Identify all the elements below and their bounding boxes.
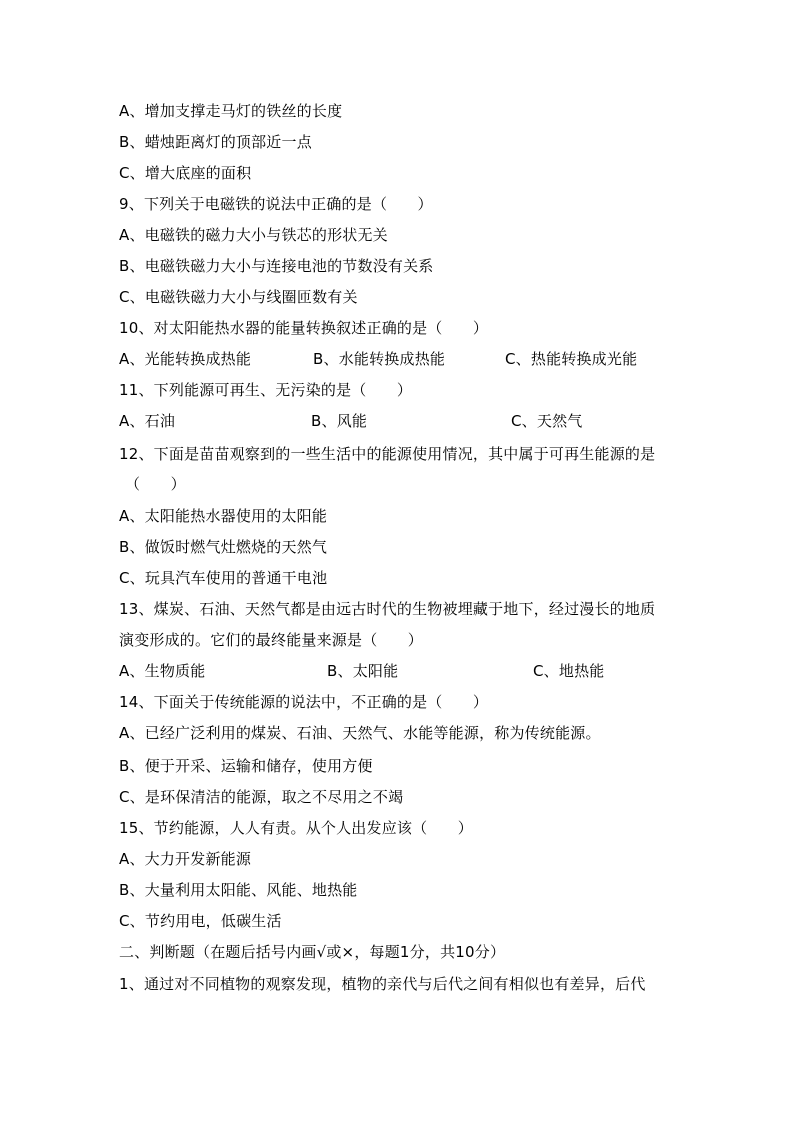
q10-option-a: A、光能转换成热能 <box>119 350 252 368</box>
q12-option-b: B、做饭时燃气灶燃烧的天然气 <box>119 538 328 556</box>
q10-options <box>119 349 679 369</box>
q13-option-a: A、生物质能 <box>119 662 206 680</box>
question-11: 11、下列能源可再生、无污染的是（ ） <box>119 381 413 399</box>
q14-option-a: A、已经广泛利用的煤炭、石油、天然气、水能等能源，称为传统能源。 <box>119 724 601 742</box>
q13-option-b: B、太阳能 <box>327 662 399 680</box>
question-13-continued: 演变形成的。它们的最终能量来源是（ ） <box>119 631 424 649</box>
q9-option-a: A、电磁铁的磁力大小与铁芯的形状无关 <box>119 226 388 244</box>
question-12-continued: （ ） <box>125 475 186 493</box>
q14-option-b: B、便于开采、运输和储存，使用方便 <box>119 757 373 775</box>
judgement-question-1: 1、通过对不同植物的观察发现，植物的亲代与后代之间有相似也有差异，后代 <box>119 975 646 993</box>
question-10: 10、对太阳能热水器的能量转换叙述正确的是（ ） <box>119 319 489 337</box>
q12-option-a: A、太阳能热水器使用的太阳能 <box>119 507 328 525</box>
q11-option-b: B、风能 <box>311 412 368 430</box>
q9-option-c: C、电磁铁磁力大小与线圈匝数有关 <box>119 288 358 306</box>
section-2-heading: 二、判断题（在题后括号内画√或×，每题1分，共10分） <box>119 943 506 961</box>
q15-option-a: A、大力开发新能源 <box>119 850 252 868</box>
q8-option-b: B、蜡烛距离灯的顶部近一点 <box>119 133 312 151</box>
q8-option-a: A、增加支撑走马灯的铁丝的长度 <box>119 102 343 120</box>
q9-option-b: B、电磁铁磁力大小与连接电池的节数没有关系 <box>119 257 434 275</box>
q11-option-a: A、石油 <box>119 412 176 430</box>
question-15: 15、节约能源，人人有责。从个人出发应该（ ） <box>119 819 473 837</box>
q11-option-c: C、天然气 <box>511 412 583 430</box>
q12-option-c: C、玩具汽车使用的普通干电池 <box>119 569 328 587</box>
q10-option-c: C、热能转换成光能 <box>505 350 638 368</box>
question-9: 9、下列关于电磁铁的说法中正确的是（ ） <box>119 195 433 213</box>
q13-option-c: C、地热能 <box>533 662 605 680</box>
q10-option-b: B、水能转换成热能 <box>313 350 446 368</box>
q15-option-b: B、大量利用太阳能、风能、地热能 <box>119 881 358 899</box>
q8-option-c: C、增大底座的面积 <box>119 164 252 182</box>
question-14: 14、下面关于传统能源的说法中，不正确的是（ ） <box>119 693 489 711</box>
q14-option-c: C、是环保清洁的能源，取之不尽用之不竭 <box>119 788 404 806</box>
q13-options <box>119 661 679 681</box>
question-12: 12、下面是苗苗观察到的一些生活中的能源使用情况，其中属于可再生能源的是 <box>119 445 656 463</box>
question-13: 13、煤炭、石油、天然气都是由远古时代的生物被埋藏于地下，经过漫长的地质 <box>119 600 656 618</box>
q15-option-c: C、节约用电，低碳生活 <box>119 912 282 930</box>
q11-options <box>119 411 679 431</box>
